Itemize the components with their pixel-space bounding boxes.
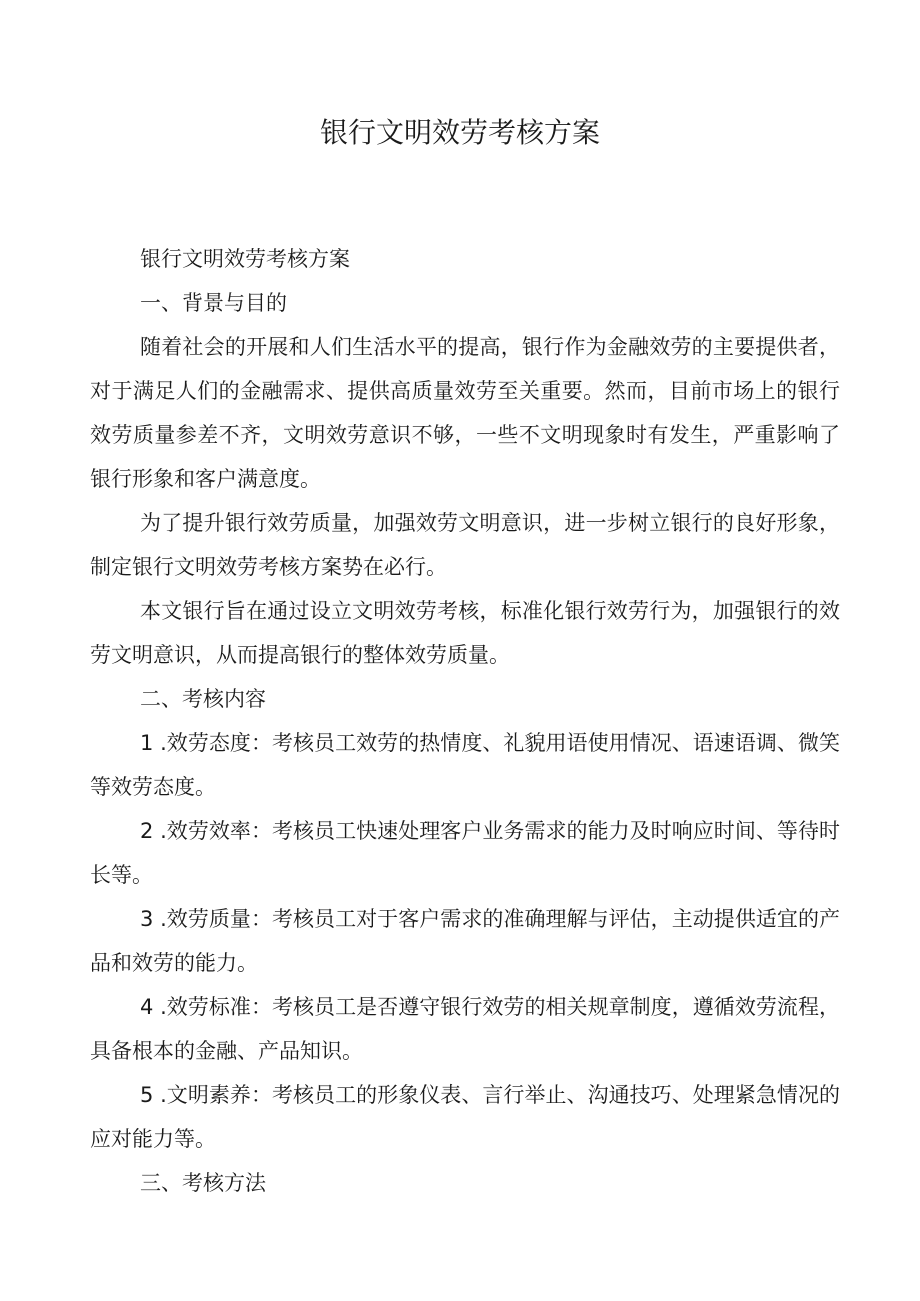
paragraph-background: 随着社会的开展和人们生活水平的提高，银行作为金融效劳的主要提供者，对于满足人们的金融需求、提供高质量效劳至关重要。然而，目前市场上的银行效劳质量参差不齐，文明效劳意识不够，一些不文明现象时有发生，严重影响了银行形象和客户满意度。: [90, 335, 840, 491]
section-heading-background: 一、背景与目的: [140, 291, 287, 315]
section-heading-content: 二、考核内容: [140, 687, 266, 711]
document-body: [90, 237, 840, 1205]
list-item-efficiency: 2 .效劳效率：考核员工快速处理客户业务需求的能力及时响应时间、等待时长等。: [90, 819, 840, 887]
document-title: 银行文明效劳考核方案: [319, 116, 600, 149]
body-heading: 银行文明效劳考核方案: [140, 247, 350, 271]
list-item-attitude: 1 .效劳态度：考核员工效劳的热情度、礼貌用语使用情况、语速语调、微笑等效劳态度。: [90, 731, 840, 799]
list-item-quality: 3 .效劳质量：考核员工对于客户需求的准确理解与评估，主动提供适宜的产品和效劳的能力。: [90, 907, 840, 975]
section-heading-method: 三、考核方法: [140, 1171, 266, 1195]
paragraph-aim: 本文银行旨在通过设立文明效劳考核，标准化银行效劳行为，加强银行的效劳文明意识，从而提高银行的整体效劳质量。: [90, 599, 840, 667]
list-item-civility: 5 .文明素养：考核员工的形象仪表、言行举止、沟通技巧、处理紧急情况的应对能力等。: [90, 1083, 840, 1151]
paragraph-purpose: 为了提升银行效劳质量，加强效劳文明意识，进一步树立银行的良好形象，制定银行文明效劳考核方案势在必行。: [90, 511, 840, 579]
list-item-standard: 4 .效劳标准：考核员工是否遵守银行效劳的相关规章制度，遵循效劳流程，具备根本的金融、产品知识。: [90, 995, 840, 1063]
